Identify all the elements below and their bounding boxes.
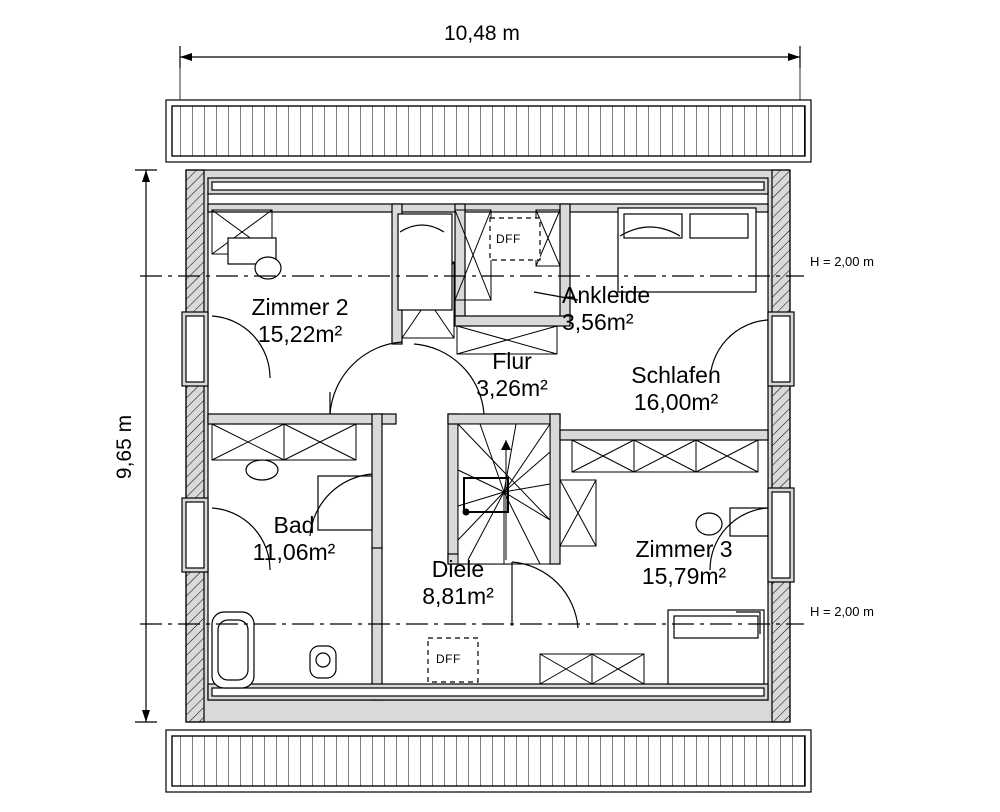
room-area: 16,00m²	[633, 389, 719, 416]
room-area: 3,26m²	[476, 375, 548, 402]
room-label-flur	[442, 348, 582, 402]
room-area: 8,81m²	[422, 583, 494, 610]
room-label-schlafen	[586, 362, 766, 416]
room-label-zimmer-2	[200, 294, 400, 348]
room-label-bad	[204, 512, 384, 566]
dimension-height-label: 9,65 m	[113, 414, 136, 480]
room-label-ankleide	[562, 282, 752, 336]
room-label-zimmer-3	[594, 536, 774, 590]
room-label-diele	[368, 556, 548, 610]
room-name: Ankleide	[562, 282, 651, 308]
height-marker-top: H = 2,00 m	[810, 254, 874, 269]
dimension-width-label: 10,48 m	[444, 22, 520, 45]
room-area: 15,79m²	[641, 563, 727, 590]
roof-window-label-2: DFF	[436, 652, 461, 666]
room-area: 11,06m²	[252, 539, 336, 566]
room-name: Bad	[273, 512, 315, 538]
height-marker-bottom: H = 2,00 m	[810, 604, 874, 619]
roof-window-label-1: DFF	[496, 232, 521, 246]
room-name: Diele	[431, 556, 485, 582]
room-area: 3,56m²	[562, 309, 634, 336]
room-name: Schlafen	[631, 362, 721, 388]
room-name: Flur	[492, 348, 532, 374]
room-name: Zimmer 3	[635, 536, 733, 562]
room-area: 15,22m²	[257, 321, 343, 348]
room-name: Zimmer 2	[251, 294, 349, 320]
